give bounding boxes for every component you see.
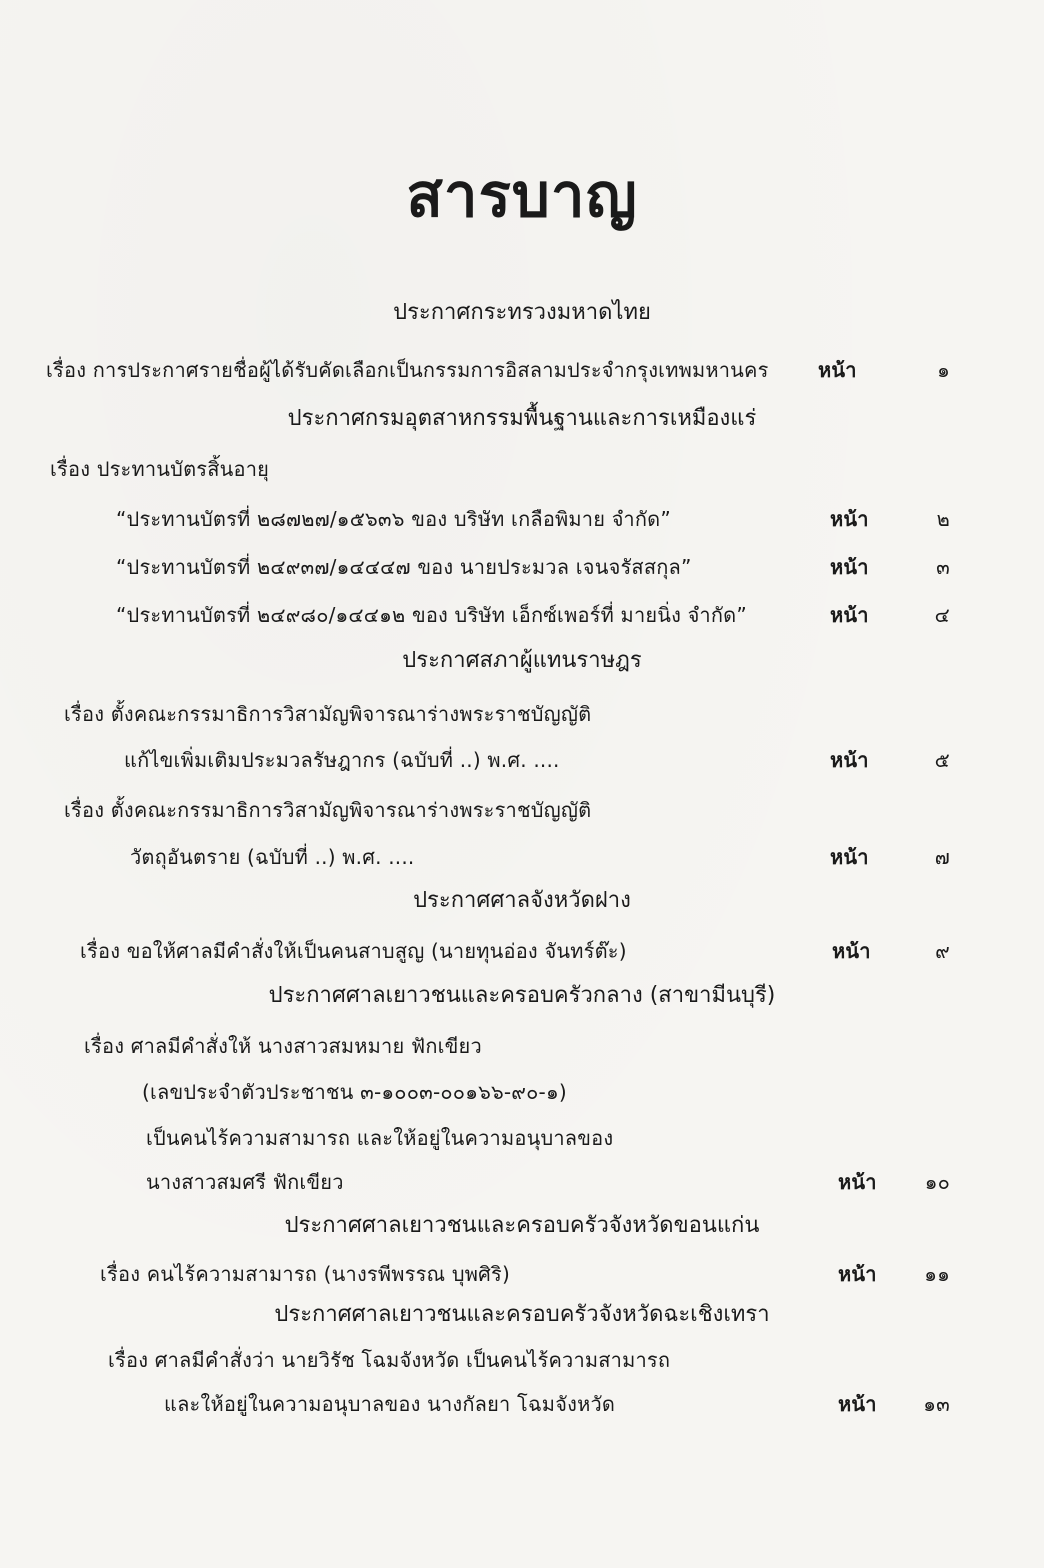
page-label: หน้า xyxy=(830,603,869,627)
toc-entry-text: เรื่อง ประทานบัตรสิ้นอายุ xyxy=(50,457,270,481)
section-heading: ประกาศศาลจังหวัดฝาง xyxy=(413,888,631,913)
toc-entry-text: เรื่อง ขอให้ศาลมีคำสั่งให้เป็นคนสาบสูญ (นายทุนอ่อง จันทร์ต๊ะ) xyxy=(80,939,627,963)
page-number: ๑๑ xyxy=(924,1262,950,1286)
page-label: หน้า xyxy=(838,1262,877,1286)
section-heading: ประกาศกระทรวงมหาดไทย xyxy=(393,300,651,325)
toc-entry-text: และให้อยู่ในความอนุบาลของ นางกัลยา โฉมจังหวัด xyxy=(164,1392,616,1416)
page-label: หน้า xyxy=(830,845,869,869)
page-number: ๕ xyxy=(934,748,950,772)
page-label: หน้า xyxy=(838,1170,877,1194)
toc-entry-text: เป็นคนไร้ความสามารถ และให้อยู่ในความอนุบาลของ xyxy=(146,1126,614,1150)
page-number: ๑ xyxy=(937,358,950,382)
page-label: หน้า xyxy=(818,358,857,382)
page-title: สารบาญ xyxy=(406,161,638,231)
page-number: ๑๓ xyxy=(923,1392,950,1416)
page-label: หน้า xyxy=(830,748,869,772)
section-heading: ประกาศศาลเยาวชนและครอบครัวกลาง (สาขามีนบุรี) xyxy=(268,983,776,1008)
toc-entry-text: เรื่อง ตั้งคณะกรรมาธิการวิสามัญพิจารณาร่างพระราชบัญญัติ xyxy=(64,798,592,822)
page-number: ๗ xyxy=(934,845,950,869)
page-number: ๔ xyxy=(934,603,950,627)
section-heading: ประกาศศาลเยาวชนและครอบครัวจังหวัดขอนแก่น xyxy=(284,1213,760,1238)
toc-entry-text: (เลขประจำตัวประชาชน ๓-๑๐๐๓-๐๐๑๖๖-๙๐-๑) xyxy=(142,1080,567,1104)
toc-entry-text: นางสาวสมศรี ฟักเขียว xyxy=(146,1170,344,1194)
toc-entry-text: เรื่อง การประกาศรายชื่อผู้ได้รับคัดเลือกเป็นกรรมการอิสลามประจำกรุงเทพมหานคร xyxy=(46,358,769,382)
toc-entry-text: เรื่อง ตั้งคณะกรรมาธิการวิสามัญพิจารณาร่างพระราชบัญญัติ xyxy=(64,702,592,726)
page-number: ๑๐ xyxy=(924,1170,950,1194)
toc-entry-text: “ประทานบัตรที่ ๒๔๙๘๐/๑๔๔๑๒ ของ บริษัท เอ็กซ์เพอร์ที่ มายนิ่ง จำกัด” xyxy=(116,603,747,627)
toc-entry-text: “ประทานบัตรที่ ๒๔๙๓๗/๑๔๔๔๗ ของ นายประมวล เจนจรัสสกุล” xyxy=(116,555,692,579)
toc-entry-text: เรื่อง ศาลมีคำสั่งว่า นายวิรัช โฉมจังหวัด เป็นคนไร้ความสามารถ xyxy=(108,1348,671,1372)
toc-entry-text: เรื่อง ศาลมีคำสั่งให้ นางสาวสมหมาย ฟักเขียว xyxy=(84,1034,482,1058)
toc-entry-text: วัตถุอันตราย (ฉบับที่ ..) พ.ศ. .... xyxy=(130,845,415,869)
page-number: ๓ xyxy=(936,555,950,579)
page-number: ๒ xyxy=(936,507,950,531)
page-number: ๙ xyxy=(935,939,950,963)
toc-entry-text: เรื่อง คนไร้ความสามารถ (นางรพีพรรณ บุพศิริ) xyxy=(100,1262,510,1286)
page-label: หน้า xyxy=(838,1392,877,1416)
section-heading: ประกาศกรมอุตสาหกรรมพื้นฐานและการเหมืองแร่ xyxy=(287,406,757,431)
toc-entry-text: “ประทานบัตรที่ ๒๘๗๒๗/๑๕๖๓๖ ของ บริษัท เกลือพิมาย จำกัด” xyxy=(116,507,671,531)
page-label: หน้า xyxy=(830,555,869,579)
toc-entry-text: แก้ไขเพิ่มเติมประมวลรัษฎากร (ฉบับที่ ..) พ.ศ. .... xyxy=(124,748,560,772)
page-label: หน้า xyxy=(832,939,871,963)
section-heading: ประกาศสภาผู้แทนราษฎร xyxy=(402,648,642,673)
section-heading: ประกาศศาลเยาวชนและครอบครัวจังหวัดฉะเชิงเทรา xyxy=(274,1302,770,1327)
page-label: หน้า xyxy=(830,507,869,531)
